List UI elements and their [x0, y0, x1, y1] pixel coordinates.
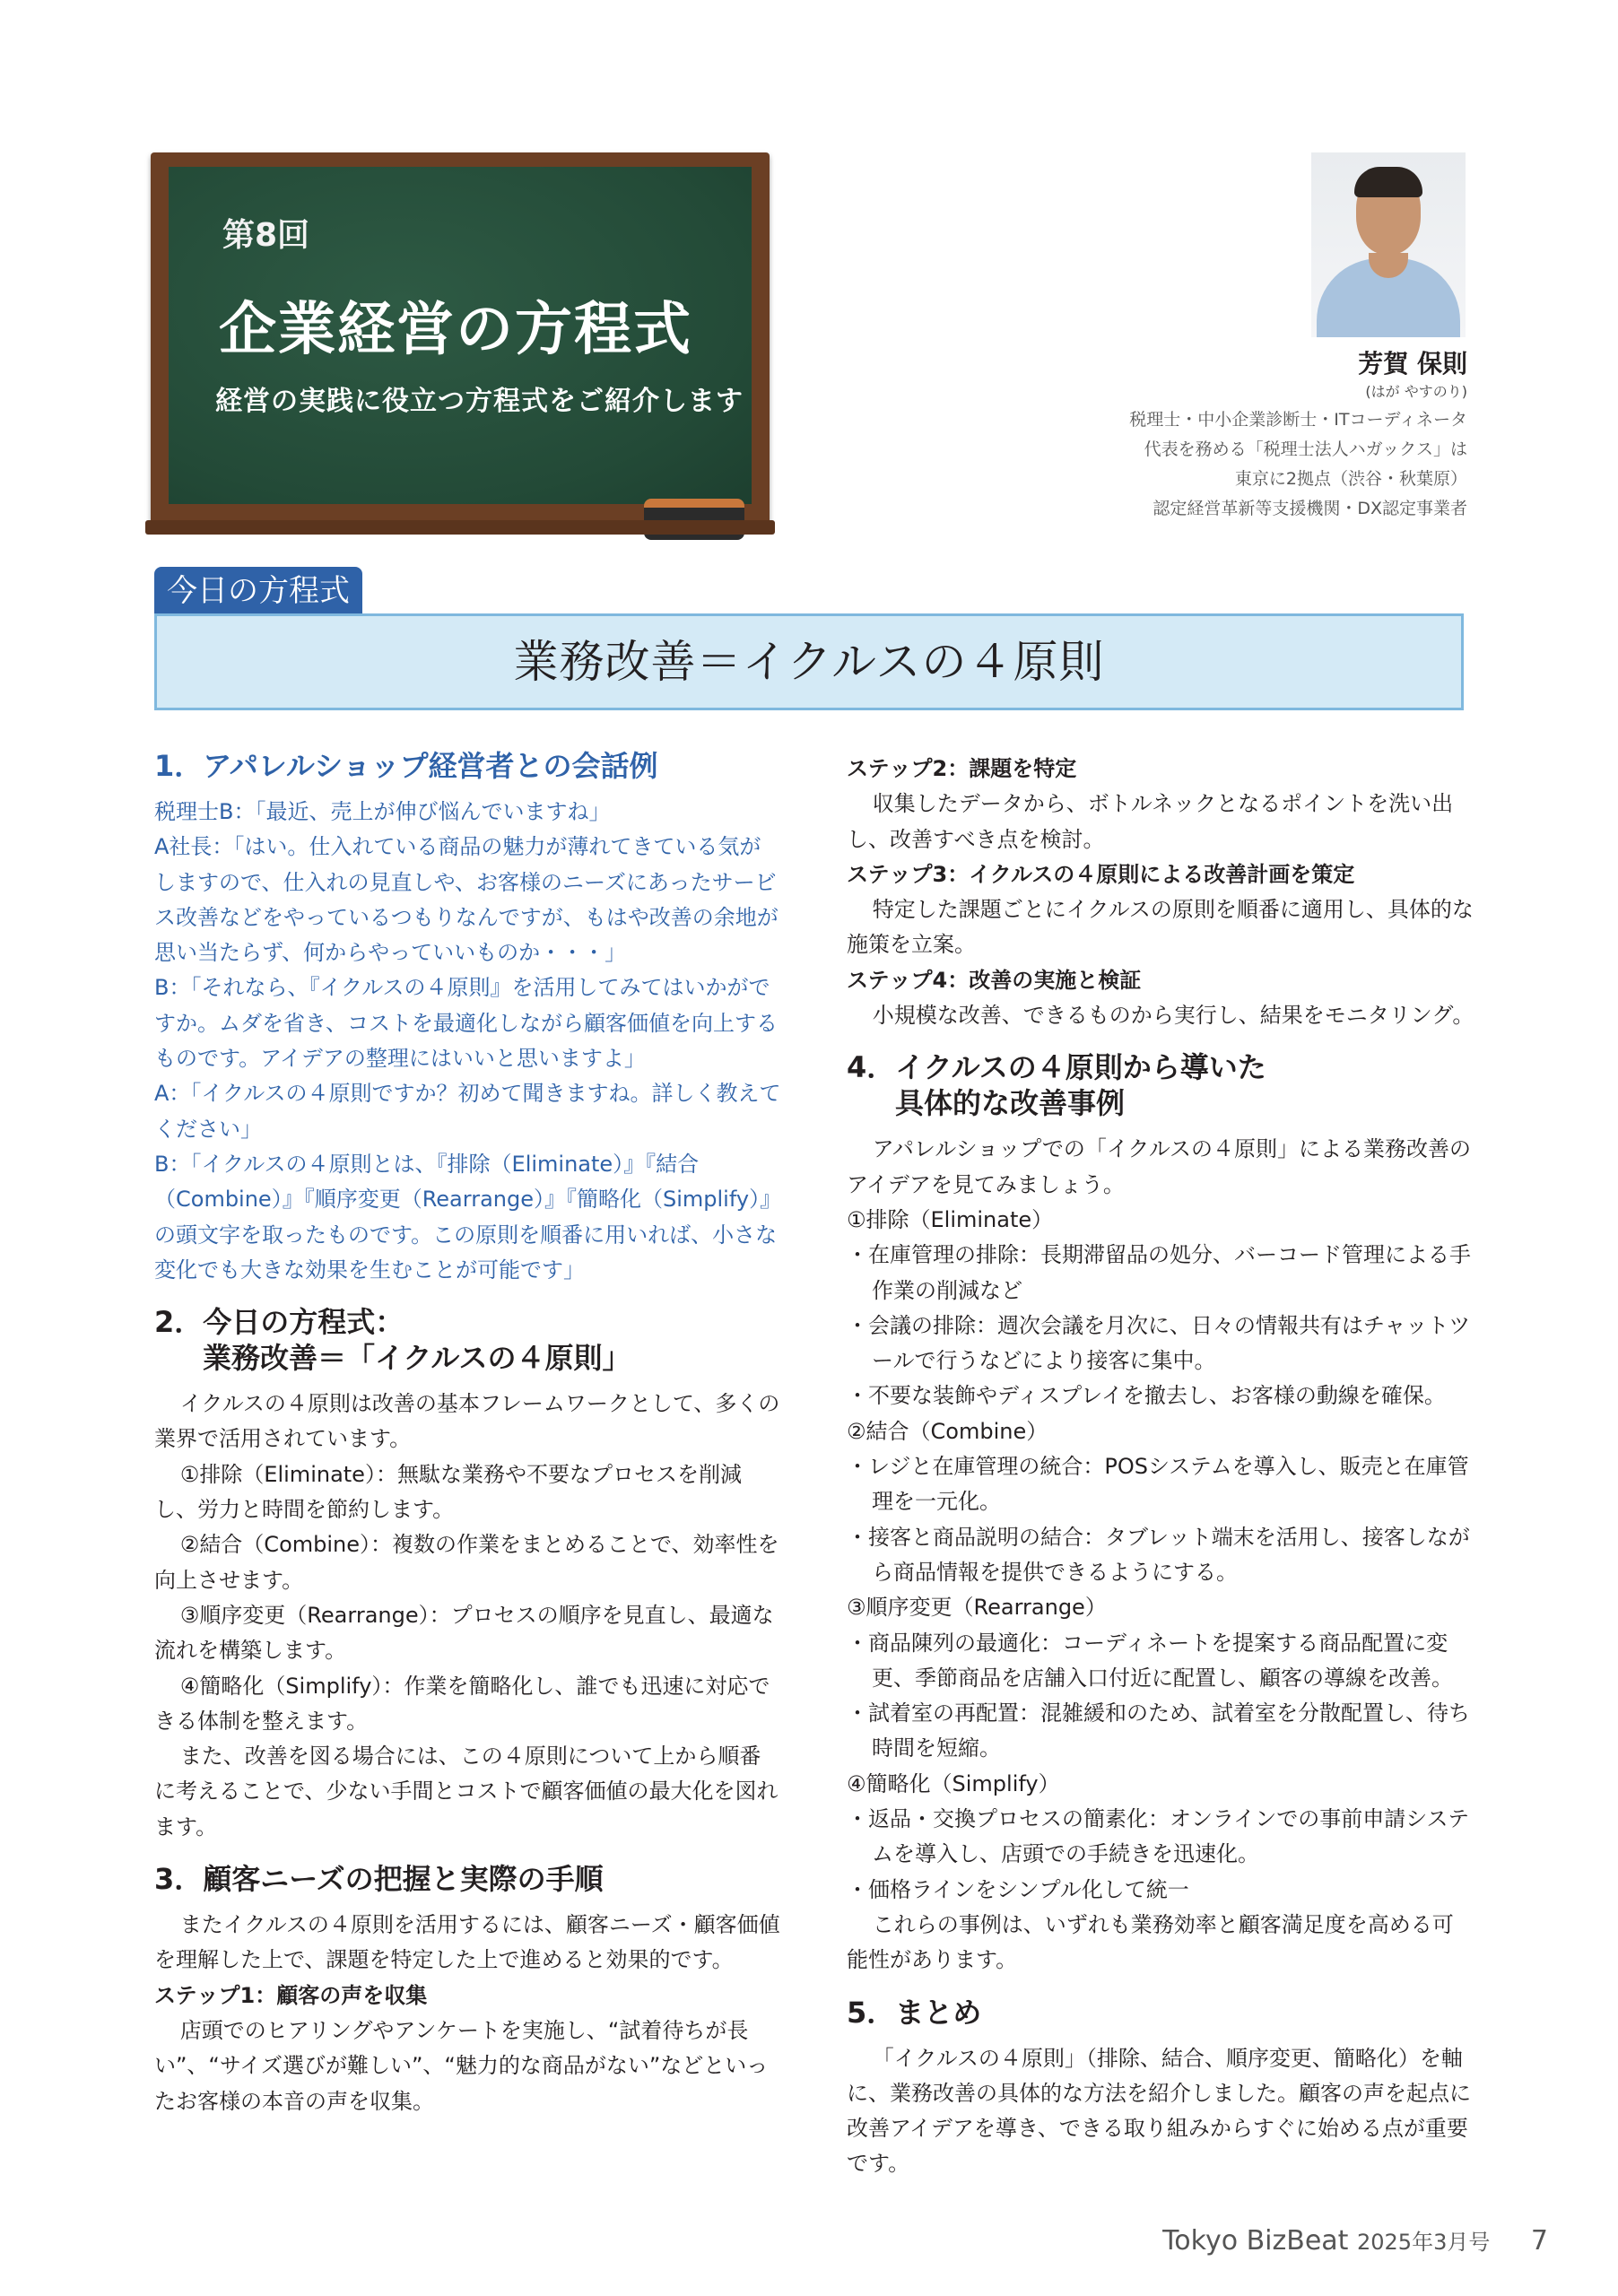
section-4-heading-line2: 具体的な改善事例: [895, 1086, 1126, 1121]
section-4-heading: [847, 1049, 1474, 1121]
step-heading: ステップ4：改善の実施と検証: [847, 967, 1142, 993]
author-kana: (はが やすのり): [1365, 383, 1467, 400]
chalkboard-surface: [169, 167, 752, 504]
list-item: ・価格ラインをシンプル化して統一: [847, 1876, 1189, 1902]
body-paragraph: 小規模な改善、できるものから実行し、結果をモニタリング。: [872, 1003, 1474, 1029]
list-item: ・レジと在庫管理の統合：POSシステムを導入し、販売と在庫管理を一元化。: [847, 1454, 1469, 1515]
issue-date: 2025年3月号: [1357, 2230, 1491, 2255]
chalkboard-ledge: [145, 520, 775, 535]
step-heading: ステップ3：イクルスの４原則による改善計画を策定: [847, 861, 1355, 887]
author-desc-line: 認定経営革新等支援機関・DX認定事業者: [1153, 499, 1467, 518]
principle-heading: ①排除（Eliminate）: [847, 1206, 1054, 1232]
dialogue-line: 税理士B：「最近、売上が伸び悩んでいますね」: [154, 799, 611, 824]
body-paragraph: 収集したデータから、ボトルネックとなるポイントを洗い出し、改善すべき点を検討。: [847, 791, 1454, 852]
body-paragraph: 店頭でのヒアリングやアンケートを実施し、“試着待ちが長い”、“サイズ選びが難しい”、“魅力的な商品がない”などといったお客様の本音の声を収集。: [154, 2017, 769, 2114]
step-heading: ステップ2：課題を特定: [847, 756, 1077, 781]
body-paragraph: これらの事例は、いずれも業務効率と顧客満足度を高める可能性があります。: [847, 1911, 1454, 1973]
section-2-heading: [154, 1304, 782, 1376]
series-subtitle: 経営の実践に役立つ方程式をご紹介します: [215, 386, 744, 417]
body-paragraph: ④簡略化（Simplify）：作業を簡略化し、誰でも迅速に対応できる体制を整えます。: [154, 1673, 770, 1734]
body-paragraph: 「イクルスの４原則」（排除、結合、順序変更、簡略化）を軸に、業務改善の具体的な方法を紹介しました。顧客の声を起点に改善アイデアを導き、できる取り組みからすぐに始める点が重要です。: [847, 2045, 1471, 2177]
author-photo: [1311, 152, 1466, 337]
list-item: ・試着室の再配置：混雑緩和のため、試着室を分散配置し、待ち時間を短縮。: [847, 1700, 1471, 1761]
body-paragraph: アパレルショップでの「イクルスの４原則」による業務改善のアイデアを見てみましょう。: [847, 1136, 1471, 1197]
author-desc-line: 東京に2拠点（渋谷・秋葉原）: [1234, 469, 1467, 489]
section-2-heading-line1: 2．今日の方程式：: [154, 1305, 404, 1340]
section-1-heading: 1．アパレルショップ経営者との会話例: [154, 749, 658, 783]
dialogue-line: A：「イクルスの４原則ですか？初めて聞きますね。詳しく教えてください」: [154, 1081, 781, 1142]
list-item: ・会議の排除：週次会議を月次に、日々の情報共有はチャットツールで行うなどにより接客に集中。: [847, 1312, 1471, 1374]
body-paragraph: イクルスの４原則は改善の基本フレームワークとして、多くの業界で活用されています。: [154, 1391, 780, 1452]
publication-name: Tokyo BizBeat: [1162, 2225, 1349, 2257]
dialogue-line: B：「イクルスの４原則とは、『排除（Eliminate）』『結合（Combine）』『順序変更（Rearrange）』『簡略化（Simplify）』の頭文字を取ったものです。この原則を順番に用いれば、小さな変化でも大きな効果を生むことが可能です」: [154, 1151, 782, 1283]
body-paragraph: 特定した課題ごとにイクルスの原則を順番に適用し、具体的な施策を立案。: [847, 897, 1474, 958]
body-paragraph: ③順序変更（Rearrange）：プロセスの順序を見直し、最適な流れを構築します。: [154, 1602, 774, 1664]
author-desc-line: 代表を務める「税理士法人ハガックス」は: [1144, 439, 1467, 459]
section-4-heading-line1: 4．イクルスの４原則から導いた: [847, 1050, 1266, 1085]
principle-heading: ④簡略化（Simplify）: [847, 1770, 1060, 1796]
list-item: ・在庫管理の排除：長期滞留品の処分、バーコード管理による手作業の削減など: [847, 1242, 1471, 1303]
author-desc-line: 税理士・中小企業診断士・ITコーディネータ: [1129, 410, 1467, 430]
author-name: 芳賀 保則: [1358, 349, 1467, 378]
section-3-heading: 3．顧客ニーズの把握と実際の手順: [154, 1862, 604, 1897]
principle-heading: ③順序変更（Rearrange）: [847, 1595, 1107, 1621]
section-2-heading-line2: 業務改善＝「イクルスの４原則」: [203, 1341, 631, 1376]
author-description: [1129, 405, 1467, 524]
series-title: 企業経営の方程式: [219, 297, 692, 363]
principle-heading: ②結合（Combine）: [847, 1418, 1048, 1444]
list-item: ・商品陳列の最適化：コーディネートを提案する商品配置に変更、季節商品を店舗入口付近に配置し、顧客の導線を改善。: [847, 1630, 1453, 1691]
list-item: ・返品・交換プロセスの簡素化：オンラインでの事前申請システムを導入し、店頭での手続きを迅速化。: [847, 1806, 1470, 1867]
section-5-heading: 5．まとめ: [847, 1995, 982, 2030]
dialogue-line: A社長：「はい。仕入れている商品の魅力が薄れてきている気がしますので、仕入れの見直しや、お客様のニーズにあったサービス改善などをやっているつもりなんですが、もはや改善の余地が思い当たらず、何からやっていいものか・・・」: [154, 834, 779, 966]
list-item: ・不要な装飾やディスプレイを撤去し、お客様の動線を確保。: [847, 1383, 1446, 1409]
equation-label: 今日の方程式: [154, 567, 362, 615]
body-paragraph: ②結合（Combine）：複数の作業をまとめることで、効率性を向上させます。: [154, 1532, 779, 1593]
page-number: 7: [1530, 2225, 1548, 2257]
issue-number: 第8回: [222, 217, 310, 254]
left-column: [154, 735, 782, 2119]
chalkboard-header: [151, 152, 770, 527]
step-heading: ステップ1：顧客の声を収集: [154, 1982, 428, 2008]
page-footer: [1162, 2224, 1548, 2257]
body-paragraph: また、改善を図る場合には、この４原則について上から順番に考えることで、少ない手間とコストで顧客価値の最大化を図れます。: [154, 1744, 779, 1839]
list-item: ・接客と商品説明の結合：タブレット端末を活用し、接客しながら商品情報を提供できるようにする。: [847, 1524, 1470, 1585]
dialogue-line: B：「それなら、『イクルスの４原則』を活用してみてはいかがですか。ムダを省き、コストを最適化しながら顧客価値を向上するものです。アイデアの整理にはいいと思いますよ」: [154, 975, 779, 1072]
body-paragraph: またイクルスの４原則を活用するには、顧客ニーズ・顧客価値を理解した上で、課題を特定した上で進めると効果的です。: [154, 1912, 780, 1973]
equation-box: 業務改善＝イクルスの４原則: [154, 613, 1464, 710]
body-paragraph: ①排除（Eliminate）：無駄な業務や不要なプロセスを削減し、労力と時間を節約します。: [154, 1461, 742, 1523]
right-column: [847, 735, 1474, 2182]
